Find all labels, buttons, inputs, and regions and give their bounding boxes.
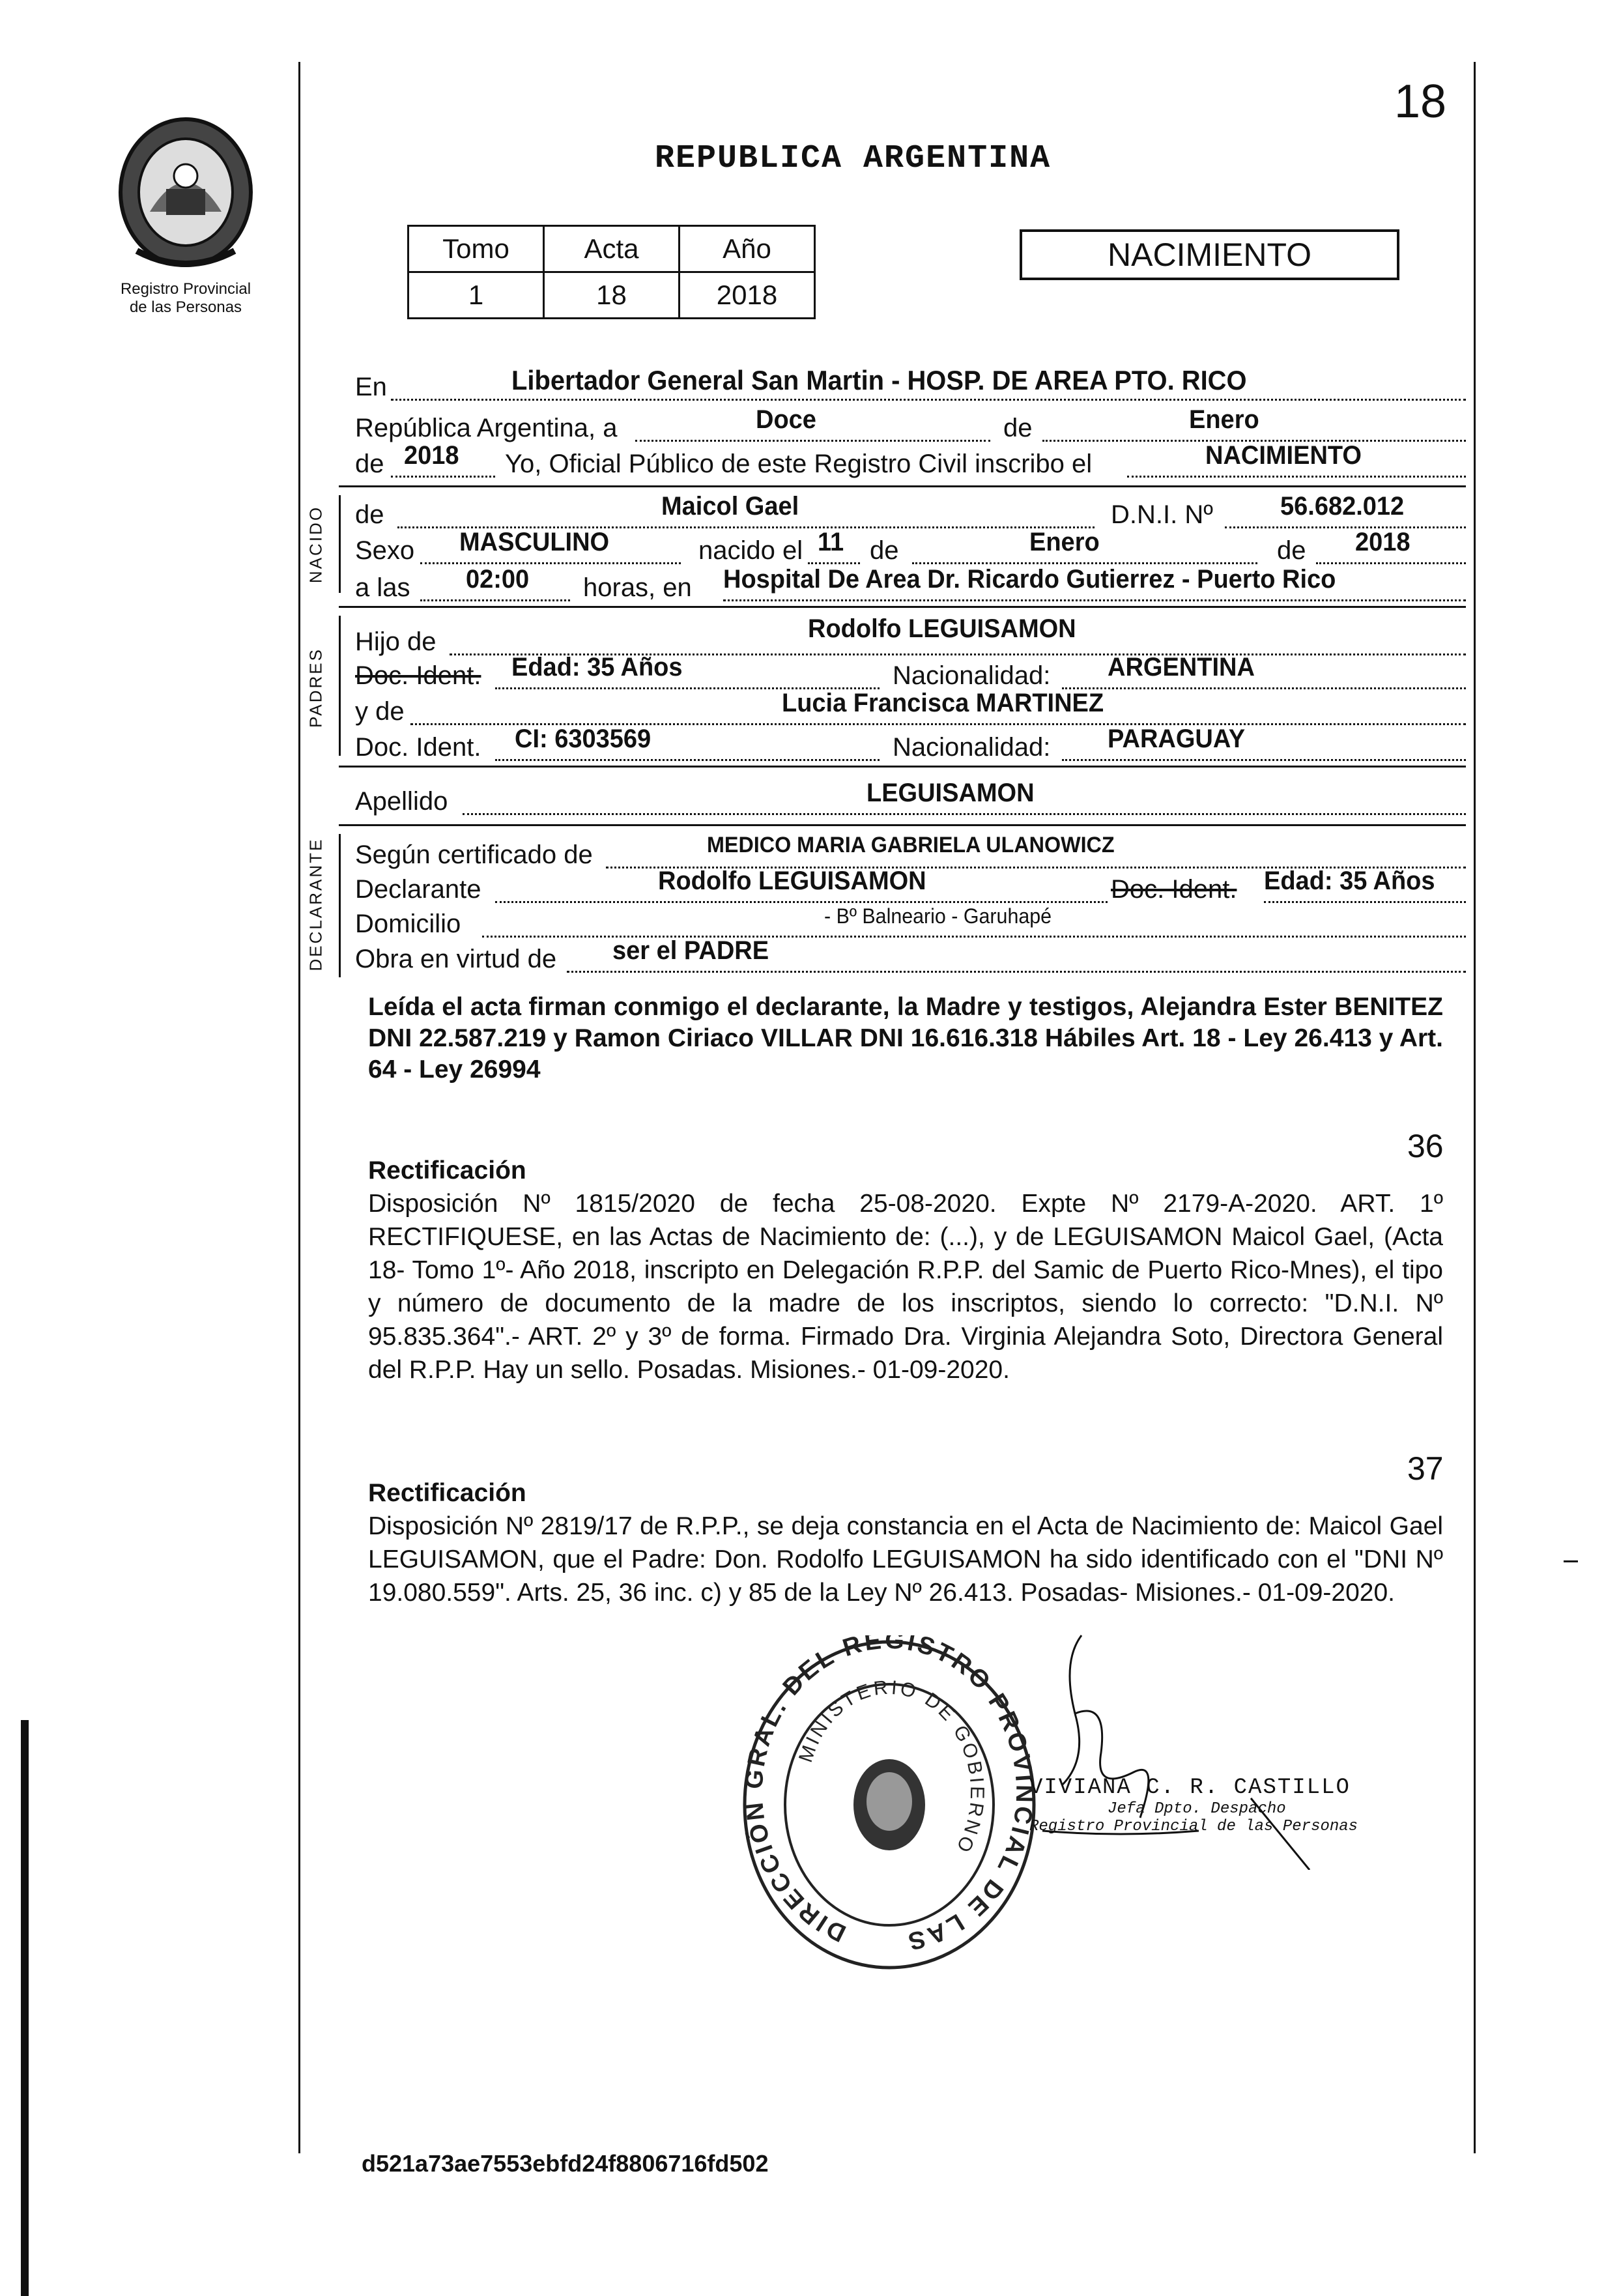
nacido-de-label-2: de [870,536,899,565]
birth-month-value: Enero [1029,528,1100,556]
de-label-1: de [1003,414,1033,442]
domicilio-label: Domicilio [355,910,461,938]
place-value: Libertador General San Martin - HOSP. DE AREA PTO. RICO [511,365,1247,395]
certificado-label: Según certificado de [355,840,593,869]
dni-label: D.N.I. Nº [1111,500,1213,529]
seal-icon [111,114,261,277]
issuer-line1: Registro Provincial [120,280,251,298]
declarante-bracket [339,834,341,977]
value-anio: 2018 [680,272,815,319]
mother-name-value: Lucia Francisca MARTINEZ [782,689,1104,717]
father-name-value: Rodolfo LEGUISAMON [808,614,1076,643]
nacido-underline [339,606,1466,608]
father-nacionalidad-label: Nacionalidad: [893,661,1051,690]
year-value: 2018 [404,441,459,470]
official-stamp [739,1635,1039,1974]
rectification-36-number: 36 [1407,1128,1444,1164]
record-table-values [408,272,815,319]
page-number: 18 [1394,76,1447,128]
right-margin-line [1474,62,1476,2153]
certificado-value: MEDICO MARIA GABRIELA ULANOWICZ [707,833,1115,857]
intro-underline [339,485,1466,487]
signatory-role1: Jefa Dpto. Despacho [1108,1800,1286,1818]
rectification-37-number: 37 [1407,1450,1444,1487]
sexo-dots [420,562,681,564]
value-acta: 18 [544,272,680,319]
de-label-2: de [355,450,384,478]
signatory-name: VIVIANA C. R. CASTILLO [1029,1775,1351,1800]
mother-doc-value: CI: 6303569 [515,725,652,753]
act-type-box: NACIMIENTO [1020,229,1399,280]
time-dots [420,599,570,601]
birth-place-dots [723,599,1466,601]
child-name-value: Maicol Gael [661,492,799,521]
apellido-underline [339,824,1466,826]
a-las-label: a las [355,573,410,602]
sexo-label: Sexo [355,536,415,565]
issuer-name [91,280,280,317]
oficial-text: Yo, Oficial Público de este Registro Civil inscribo el [505,450,1093,478]
dni-value: 56.682.012 [1280,492,1405,521]
signatory-role2: Registro Provincial de las Personas [1029,1818,1358,1835]
declarante-doc-ident-struck: Doc. Ident. [1111,875,1237,904]
hijo-de-label: Hijo de [355,627,437,656]
y-de-label: y de [355,697,405,726]
nacido-bracket [339,495,341,593]
mother-doc-ident-label: Doc. Ident. [355,733,481,762]
father-doc-value: Edad: 35 Años [511,653,683,682]
stamp-icon [739,1635,1039,1974]
header-tomo: Tomo [408,226,544,272]
signatory-block [1029,1775,1394,1835]
province-seal-logo [111,114,261,277]
value-tomo: 1 [408,272,544,319]
birth-year-dots [1316,562,1466,564]
apellido-label: Apellido [355,787,448,816]
day-value: Doce [756,405,816,434]
domicilio-value: - Bº Balneario - Garuhapé [824,904,1052,928]
act-type-dots [1127,476,1466,478]
header-anio: Año [680,226,815,272]
obra-value: ser el PADRE [612,936,769,965]
padres-underline [339,766,1466,768]
birth-place-value: Hospital De Area Dr. Ricardo Gutierrez - Puerto Rico [723,565,1336,594]
document-title: REPUBLICA ARGENTINA [655,140,1052,177]
birth-day-dots [808,562,860,564]
sexo-value: MASCULINO [459,528,610,556]
obra-dots [567,971,1466,973]
declarante-field-label: Declarante [355,875,481,904]
apellido-value: LEGUISAMON [866,779,1035,807]
declarante-doc-dots [1264,901,1466,903]
father-nationality-dots [1062,687,1466,689]
apellido-dots [463,813,1466,815]
left-margin-line [298,62,300,2153]
en-label: En [355,373,387,401]
padres-label: PADRES [306,648,326,728]
closing-text: Leída el acta firman conmigo el declarante, la Madre y testigos, Alejandra Ester BENITEZ DNI 22.587.219 y Ramon Ciriaco VILLAR DNI 16.616.318 Hábiles Art. 18 - Ley 26.413 y Art. 64 - Ley 26994 [368,993,1443,1083]
padres-bracket [339,616,341,756]
stamp-outer-text: DIRECCIÓN GRAL. DEL REGISTRO PROVINCIAL DE LAS [740,1635,1038,1956]
obra-label: Obra en virtud de [355,945,557,973]
nacido-de-label: de [355,500,384,529]
mother-nacionalidad-label: Nacionalidad: [893,733,1051,762]
document-hash: d521a73ae7553ebfd24f8806716fd502 [362,2150,769,2177]
declarante-label: DECLARANTE [306,837,326,971]
birth-day-value: 11 [818,528,844,556]
rectification-37-text: Disposición Nº 2819/17 de R.P.P., se deja constancia en el Acta de Nacimiento de: Maicol Gael LEGUISAMON, que el Padre: Don. Rodolfo LEGUISAMON ha sido identificado con el "DNI Nº 19.080.559". Arts. 25, 36 inc. c) y 85 de la Ley Nº 26.413. Posadas- Misiones.- 01-09-2020. [368,1512,1443,1607]
month-value: Enero [1189,405,1259,434]
mother-nationality-dots [1062,759,1466,761]
mother-doc-dots [495,759,880,761]
rectification-37-heading: Rectificación [368,1479,526,1507]
header-acta: Acta [544,226,680,272]
issuer-line2: de las Personas [129,298,242,316]
act-type-value: NACIMIENTO [1205,441,1362,470]
stray-mark [1564,1560,1578,1562]
dni-dots [1225,526,1466,528]
father-nationality-value: ARGENTINA [1108,653,1255,682]
father-doc-ident-struck: Doc. Ident. [355,661,481,690]
scan-edge-line [21,1720,29,2296]
nacido-el-label: nacido el [698,536,803,565]
birth-year-value: 2018 [1355,528,1411,556]
record-table-header [408,226,815,272]
declarante-dots [495,901,1108,903]
nacido-label: NACIDO [306,505,326,584]
republica-label: República Argentina, a [355,414,618,442]
horas-label: horas, en [583,573,692,602]
birth-month-dots [912,562,1257,564]
nacido-de-label-3: de [1277,536,1306,565]
day-dots [635,440,990,442]
mother-nationality-value: PARAGUAY [1108,725,1246,753]
rectification-36-text: Disposición Nº 1815/2020 de fecha 25-08-2020. Expte Nº 2179-A-2020. ART. 1º RECTIFIQUESE, en las Actas de Nacimiento de: (...), y de LEGUISAMON Maicol Gael, (Acta 18- Tomo 1º- Año 2018, inscripto en Delegación R.P.P. del Samic de Puerto Rico-Mnes), el tipo y número de documento de la madre de los inscriptos, siendo lo correcto: "D.N.I. Nº 95.835.364".- ART. 2º y 3º de forma. Firmado Dra. Virginia Alejandra Soto, Directora General del R.P.P. Hay un sello. Posadas. Misiones.- 01-09-2020. [368,1190,1443,1384]
declarante-value: Rodolfo LEGUISAMON [658,867,926,895]
year-dots [391,476,495,478]
rectification-36-heading: Rectificación [368,1156,526,1184]
time-value: 02:00 [466,565,530,594]
declarante-doc-value: Edad: 35 Años [1264,867,1435,895]
stamp-inner-text: MINISTERIO DE GOBIERNO [795,1676,988,1858]
en-dots [391,399,1466,401]
record-table [407,225,816,319]
